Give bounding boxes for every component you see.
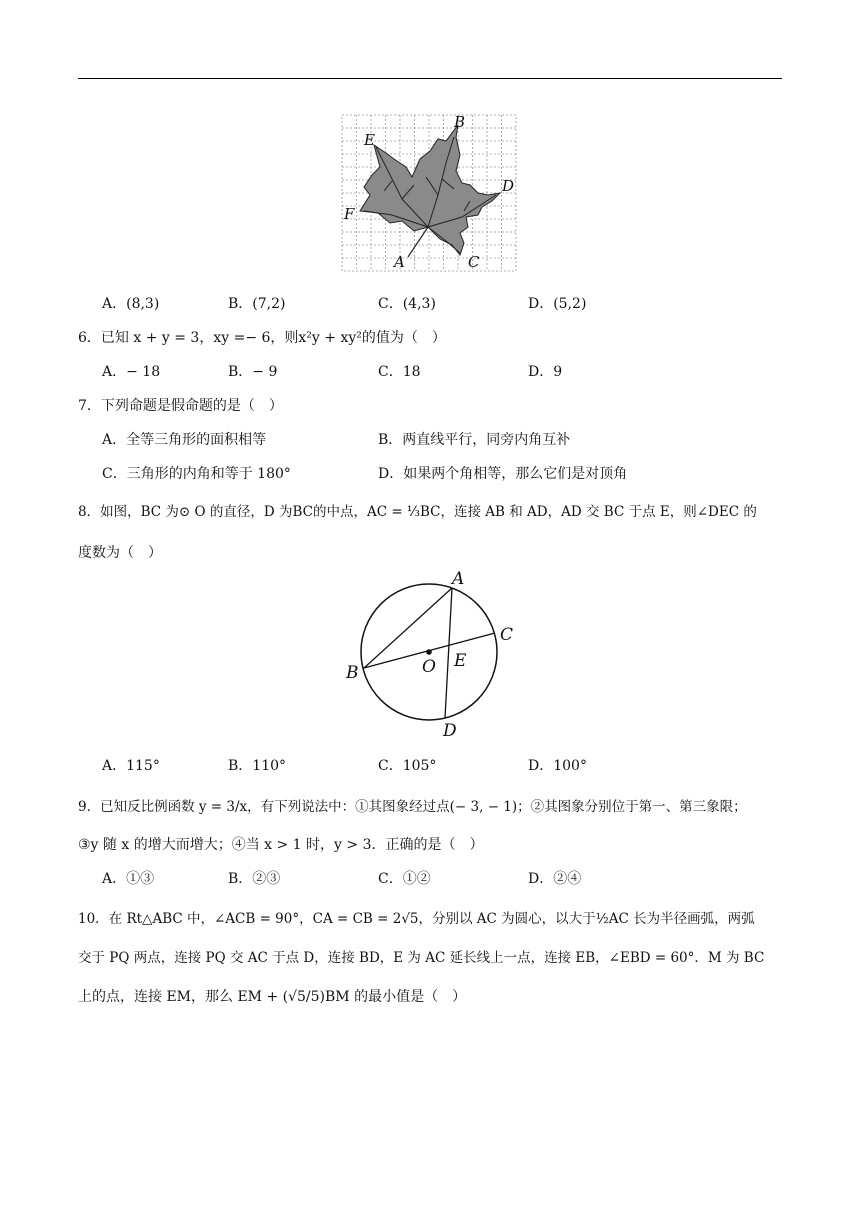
q7-option-d: D．如果两个角相等，那么它们是对顶角 xyxy=(378,466,628,482)
svg-text:C: C xyxy=(468,253,480,271)
svg-text:A: A xyxy=(394,253,405,271)
svg-text:F: F xyxy=(344,205,355,223)
q6-option-c: C．18 xyxy=(378,364,421,380)
q8-stem-line1: 8．如图，BC 为⊙ O 的直径，D 为BC的中点，AC = ⅓BC，连接 AB 和 AD，AD 交 BC 于点 E，则∠DEC 的 xyxy=(78,504,757,520)
svg-text:A: A xyxy=(452,569,465,589)
svg-text:O: O xyxy=(422,657,436,677)
q10-stem-line2: 交于 PQ 两点，连接 PQ 交 AC 于点 D，连接 BD，E 为 AC 延长线上一点，连接 EB，∠EBD = 60°．M 为 BC xyxy=(78,950,765,966)
q6-stem: 6．已知 x + y = 3，xy =− 6，则x²y + xy²的值为（ ） xyxy=(78,330,446,346)
q8-stem-line2: 度数为（ ） xyxy=(78,545,162,561)
q6-option-d: D．9 xyxy=(528,364,563,380)
q9-option-b: B．②③ xyxy=(228,871,281,887)
q8-option-c: C．105° xyxy=(378,758,437,774)
q5-option-a: A．(8,3) xyxy=(102,296,160,312)
q7-option-c: C．三角形的内角和等于 180° xyxy=(102,466,291,482)
q7-option-a: A．全等三角形的面积相等 xyxy=(102,432,267,448)
circle-figure xyxy=(340,570,530,742)
q9-option-c: C．①② xyxy=(378,871,431,887)
q7-option-b: B．两直线平行，同旁内角互补 xyxy=(378,432,571,448)
svg-text:B: B xyxy=(454,113,466,131)
q7-stem: 7．下列命题是假命题的是（ ） xyxy=(78,398,283,414)
q8-option-a: A．115° xyxy=(102,758,160,774)
maple-leaf-figure xyxy=(342,115,518,273)
q5-option-b: B．(7,2) xyxy=(228,296,286,312)
q5-option-c: C．(4,3) xyxy=(378,296,436,312)
q8-option-b: B．110° xyxy=(228,758,287,774)
q8-option-d: D．100° xyxy=(528,758,587,774)
q10-stem-line3: 上的点，连接 EM，那么 EM + (√5/5)BM 的最小值是（ ） xyxy=(78,989,467,1005)
svg-text:E: E xyxy=(364,131,375,149)
q6-option-b: B．− 9 xyxy=(228,364,278,380)
q6-option-a: A．− 18 xyxy=(102,364,161,380)
q9-stem-line2: ③y 随 x 的增大而增大；④当 x > 1 时，y > 3．正确的是（ ） xyxy=(78,837,484,853)
q10-stem-line1: 10．在 Rt△ABC 中，∠ACB = 90°，CA = CB = 2√5，分别以 AC 为圆心，以大于½AC 长为半径画弧，两弧 xyxy=(78,911,755,927)
q9-option-a: A．①③ xyxy=(102,871,155,887)
svg-text:D: D xyxy=(502,177,515,195)
leaf-stem xyxy=(408,227,428,257)
q9-option-d: D．②④ xyxy=(528,871,582,887)
center-dot xyxy=(426,649,432,655)
q9-stem-line1: 9．已知反比例函数 y = 3/x，有下列说法中：①其图象经过点(− 3, − 1)；②其图象分别位于第一、第三象限； xyxy=(78,799,747,815)
header-rule xyxy=(78,78,782,79)
leaf-shape xyxy=(360,125,500,255)
q5-option-d: D．(5,2) xyxy=(528,296,587,312)
svg-text:D: D xyxy=(443,721,457,741)
svg-text:E: E xyxy=(454,651,467,671)
svg-text:C: C xyxy=(500,625,514,645)
chord-ad xyxy=(445,588,452,718)
svg-text:B: B xyxy=(346,663,359,683)
